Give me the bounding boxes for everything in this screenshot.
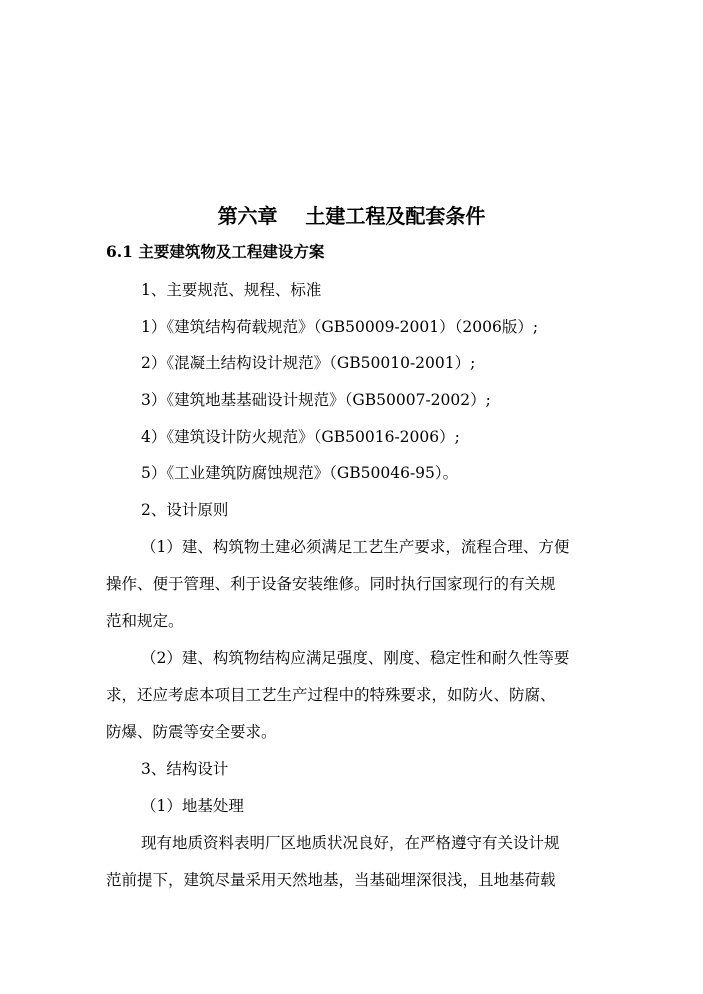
principle1-line: 范和规定。 (106, 612, 184, 630)
sub1-heading: （1）地基处理 (141, 797, 244, 815)
item3-heading: 3、结构设计 (141, 760, 229, 778)
standard-item: 5）《工业建筑防腐蚀规范》（GB50046-95）。 (141, 464, 459, 482)
principle1-line: （1）建、构筑物土建必须满足工艺生产要求，流程合理、方便 (141, 538, 570, 556)
foundation-line: 现有地质资料表明厂区地质状况良好，在严格遵守有关设计规 (141, 834, 560, 852)
item1-heading: 1、主要规范、规程、标准 (141, 281, 322, 299)
item2-heading: 2、设计原则 (141, 501, 229, 519)
standard-item: 4）《建筑设计防火规范》（GB50016-2006）; (141, 428, 460, 446)
section-title: 6.1 主要建筑物及工程建设方案 (106, 242, 325, 261)
principle2-line: 防爆、防震等安全要求。 (106, 723, 277, 741)
foundation-line: 范前提下，建筑尽量采用天然地基，当基础埋深很浅，且地基荷载 (106, 871, 556, 889)
standard-item: 1）《建筑结构荷载规范》（GB50009-2001）（2006版）; (141, 318, 539, 336)
principle2-line: 求，还应考虑本项目工艺生产过程中的特殊要求，如防火、防腐、 (106, 686, 556, 704)
principle2-line: （2）建、构筑物结构应满足强度、刚度、稳定性和耐久性等要 (141, 649, 570, 667)
standard-item: 3）《建筑地基基础设计规范》（GB50007-2002）; (141, 391, 491, 409)
chapter-title: 第六章 土建工程及配套条件 (217, 204, 486, 228)
principle1-line: 操作、便于管理、利于设备安装维修。同时执行国家现行的有关规 (106, 575, 556, 593)
standard-item: 2）《混凝土结构设计规范》（GB50010-2001）; (141, 354, 476, 372)
